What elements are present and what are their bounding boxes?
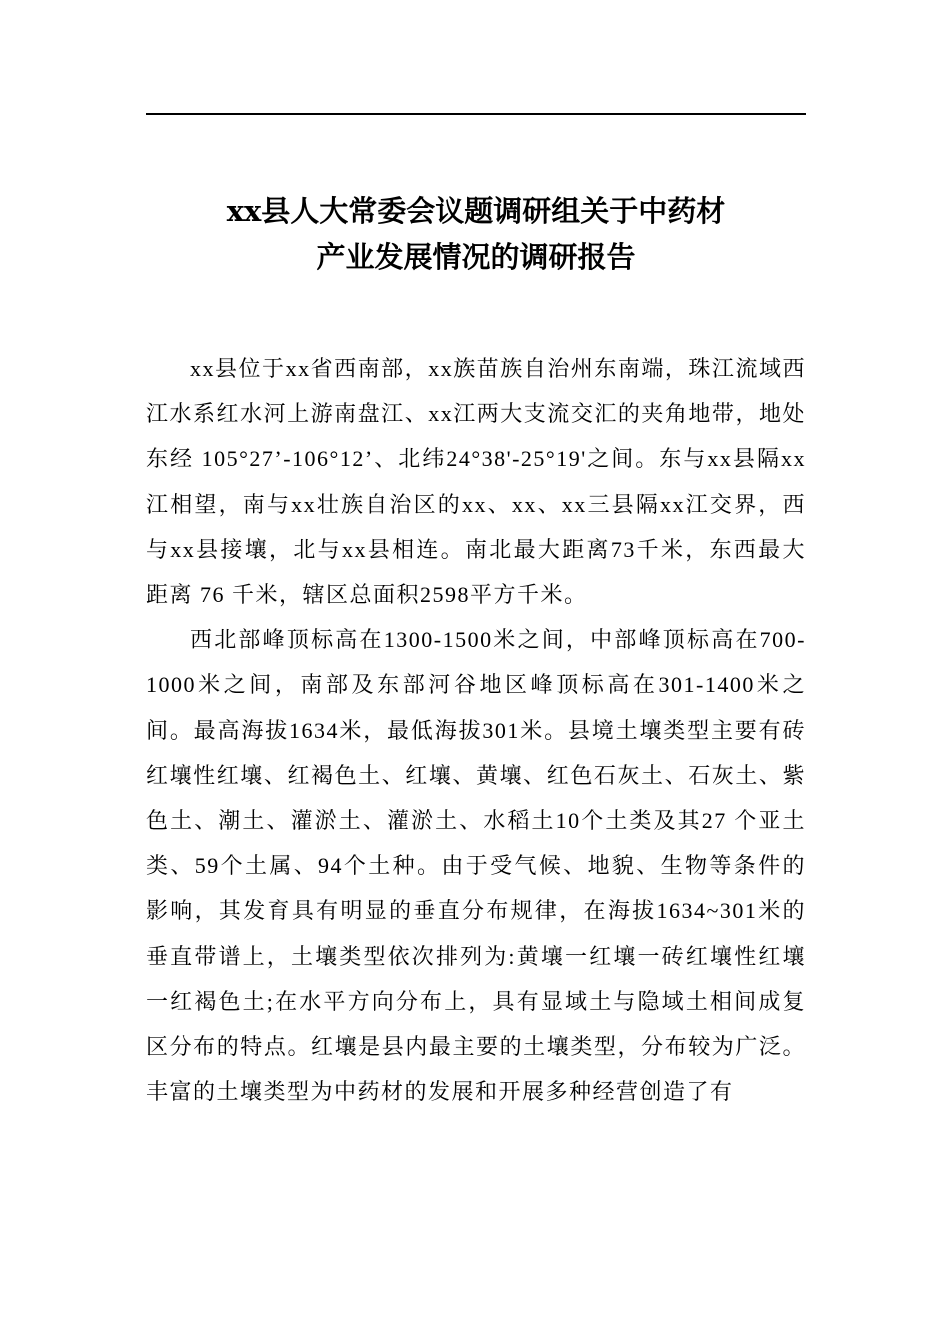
- header-rule: [146, 113, 806, 115]
- paragraph-1: xx县位于xx省西南部，xx族苗族自治州东南端，珠江流域西江水系红水河上游南盘江、xx江两大支流交汇的夹角地带，地处东经 105°27’-106°12’、北纬24°38'-25°19'之间。东与xx县隔xx江相望，南与xx壮族自治区的xx、xx、xx三县隔xx江交界，西与xx县接壤，北与xx县相连。南北最大距离73千米，东西最大距离 76 千米，辖区总面积2598平方千米。: [146, 356, 806, 608]
- document-body: [146, 346, 806, 1114]
- title-line-1: xx县人大常委会议题调研组关于中药材: [226, 194, 726, 228]
- title-line-2: 产业发展情况的调研报告: [316, 240, 636, 274]
- paragraph-2: 西北部峰顶标高在1300-1500米之间，中部峰顶标高在700-1000米之间，南部及东部河谷地区峰顶标高在301-1400米之间。最高海拔1634米，最低海拔301米。县境土壤类型主要有砖红壤性红壤、红褐色土、红壤、黄壤、红色石灰土、石灰土、紫色土、潮土、灌淤土、灌淤土、水稻土10个土类及其27 个亚土类、59个土属、94个土种。由于受气候、地貌、生物等条件的影响，其发育具有明显的垂直分布规律，在海拔1634~301米的垂直带谱上，土壤类型依次排列为:黄壤一红壤一砖红壤性红壤一红褐色土;在水平方向分布上，具有显域土与隐域土相间成复区分布的特点。红壤是县内最主要的土壤类型，分布较为广泛。丰富的土壤类型为中药材的发展和开展多种经营创造了有: [146, 627, 806, 1105]
- document-title: [146, 188, 806, 280]
